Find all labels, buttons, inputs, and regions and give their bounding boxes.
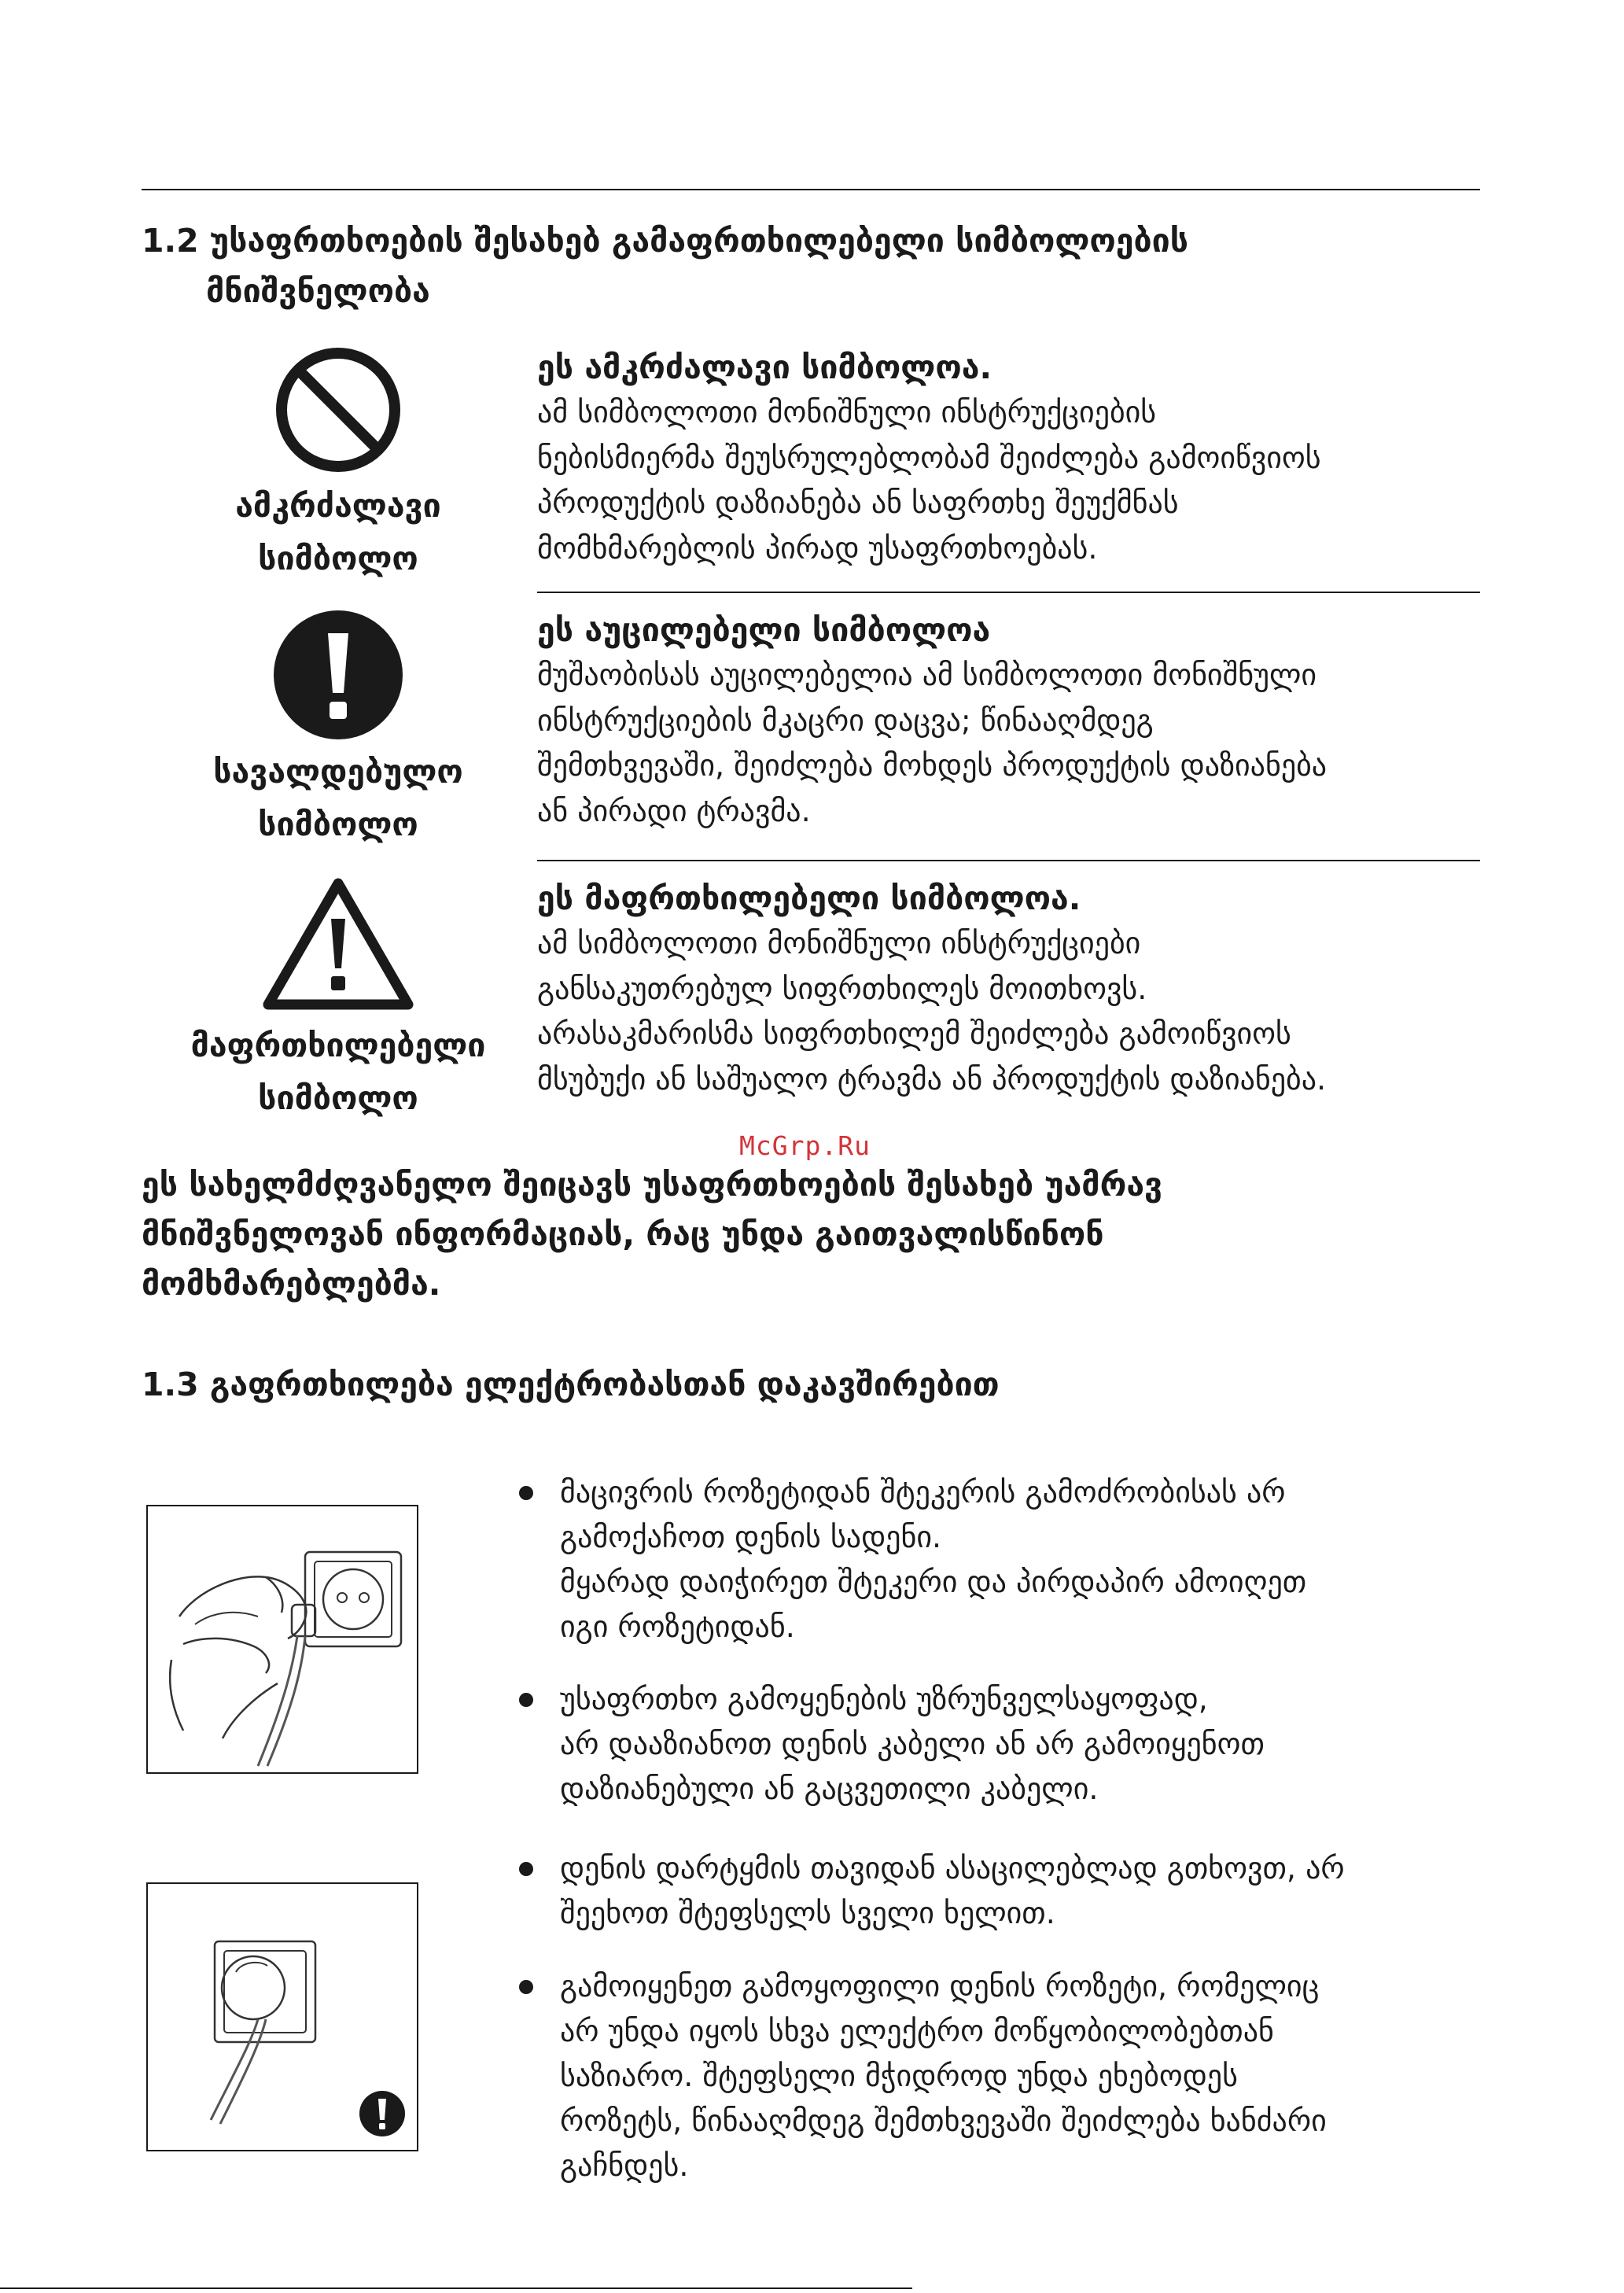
bullet-line: უსაფრთხო გამოყენების უზრუნველსაყოფად,	[560, 1682, 1208, 1716]
bullet-item	[560, 1846, 1345, 1936]
warning-line: მსუბუქი ან საშუალო ტრავმა ან პროდუქტის დაზიანება.	[537, 1061, 1327, 1097]
mandatory-label	[149, 746, 527, 851]
bullet-line: არ უნდა იყოს სხვა ელექტრო მოწყობილობებთან	[560, 2014, 1274, 2048]
bullet-line: შეეხოთ შტეფსელს სველი ხელით.	[560, 1896, 1055, 1930]
section-1-2-title-line1: უსაფრთხოების შესახებ გამაფრთხილებელი სიმბოლოების	[209, 222, 1189, 260]
bullet-line: მყარად დაიჭირეთ შტეკერი და პირდაპირ ამოიღეთ	[560, 1565, 1307, 1599]
bullet-line: იგი როზეტიდან.	[560, 1609, 795, 1644]
prohibition-line: პროდუქტის დაზიანება ან საფრთხე შეუქმნას	[537, 485, 1179, 520]
warning-title: ეს მაფრთხილებელი სიმბოლოა.	[537, 879, 1081, 917]
bullet-line: გამოიყენეთ გამოყოფილი დენის როზეტი, რომელიც	[560, 1969, 1320, 2004]
prohibition-description	[537, 345, 1321, 571]
manual-note-line: მომხმარებლებმა.	[142, 1265, 441, 1303]
warning-label-line2: სიმბოლო	[258, 1079, 418, 1117]
mandatory-line: ან პირადი ტრავმა.	[537, 793, 811, 828]
bullet-line: არ დააზიანოთ დენის კაბელი ან არ გამოიყენოთ	[560, 1727, 1265, 1761]
prohibition-label-line2: სიმბოლო	[258, 540, 418, 577]
dedicated-socket-illustration	[146, 1882, 418, 2151]
mandatory-line: ინსტრუქციების მკაცრი დაცვა; წინააღმდეგ	[537, 702, 1154, 738]
bullet-item	[560, 1470, 1306, 1650]
prohibition-line: ნებისმიერმა შეუსრულებლობამ შეიძლება გამოიწვიოს	[537, 440, 1321, 475]
prohibition-line: მომხმარებლის პირად უსაფრთხოებას.	[537, 530, 1098, 566]
bullet-dot	[519, 1693, 533, 1707]
symbol-divider	[537, 860, 1480, 861]
mandatory-badge-icon	[359, 2090, 406, 2137]
bottom-rule	[0, 2287, 912, 2289]
section-1-2-title-line2: მნიშვნელობა	[206, 272, 430, 310]
bullet-dot	[519, 1980, 533, 1994]
prohibition-title: ეს ამკრძალავი სიმბოლოა.	[537, 348, 992, 386]
prohibition-icon	[273, 345, 403, 475]
prohibition-label-line1: ამკრძალავი	[235, 487, 441, 525]
top-rule	[142, 189, 1480, 190]
prohibition-label	[149, 480, 527, 585]
bullet-dot	[519, 1862, 533, 1876]
unplug-drawing	[148, 1506, 417, 1772]
warning-line: არასაკმარისმა სიფრთხილემ შეიძლება გამოიწვიოს	[537, 1016, 1291, 1051]
mandatory-title: ეს აუცილებელი სიმბოლოა	[537, 611, 991, 649]
warning-triangle-icon	[262, 876, 414, 1011]
prohibition-line: ამ სიმბოლოთი მონიშნული ინსტრუქციების	[537, 395, 1157, 429]
bullet-item	[560, 1677, 1265, 1812]
mandatory-description	[537, 607, 1327, 834]
warning-line: განსაკუთრებულ სიფრთხილეს მოითხოვს.	[537, 971, 1147, 1006]
bullet-line: გაჩნდეს.	[560, 2148, 689, 2183]
bullet-line: გამოქაჩოთ დენის სადენი.	[560, 1520, 942, 1554]
mandatory-label-line2: სიმბოლო	[258, 805, 418, 843]
manual-note-line: მნიშვნელოვან ინფორმაციას, რაც უნდა გაითვალისწინონ	[142, 1215, 1104, 1253]
warning-label-line1: მაფრთხილებელი	[190, 1027, 486, 1064]
watermark-text: McGrp.Ru	[739, 1130, 871, 1161]
mandatory-line: მუშაობისას აუცილებელია ამ სიმბოლოთი მონიშნული	[537, 658, 1317, 692]
symbol-divider	[537, 592, 1480, 593]
manual-note	[142, 1160, 1162, 1309]
bullet-item	[560, 1964, 1327, 2188]
bullet-line: დაზიანებული ან გაცვეთილი კაბელი.	[560, 1771, 1099, 1806]
mandatory-icon	[273, 610, 403, 740]
section-1-2-number: 1.2	[142, 222, 199, 260]
warning-line: ამ სიმბოლოთი მონიშნული ინსტრუქციები	[537, 926, 1141, 960]
bullet-line: საზიარო. შტეფსელი მჭიდროდ უნდა ეხებოდეს	[560, 2059, 1238, 2093]
mandatory-label-line1: სავალდებულო	[213, 753, 463, 791]
section-1-2-heading	[142, 216, 1188, 265]
bullet-dot	[519, 1486, 533, 1500]
bullet-line: დენის დარტყმის თავიდან ასაცილებლად გთხოვთ, არ	[560, 1851, 1345, 1886]
manual-note-line: ეს სახელმძღვანელო შეიცავს უსაფრთხოების შესახებ უამრავ	[142, 1166, 1163, 1204]
bullet-line: მაცივრის როზეტიდან შტეკერის გამოძრობისას არ	[560, 1475, 1286, 1510]
warning-description	[537, 876, 1326, 1102]
mandatory-line: შემთხვევაში, შეიძლება მოხდეს პროდუქტის დაზიანება	[537, 748, 1328, 783]
bullet-line: როზეტს, წინააღმდეგ შემთხვევაში შეიძლება ხანძარი	[560, 2103, 1327, 2138]
warning-label	[149, 1019, 527, 1125]
unplug-illustration	[146, 1505, 418, 1774]
section-1-3-heading: 1.3 გაფრთხილება ელექტრობასთან დაკავშირებით	[142, 1366, 1000, 1403]
